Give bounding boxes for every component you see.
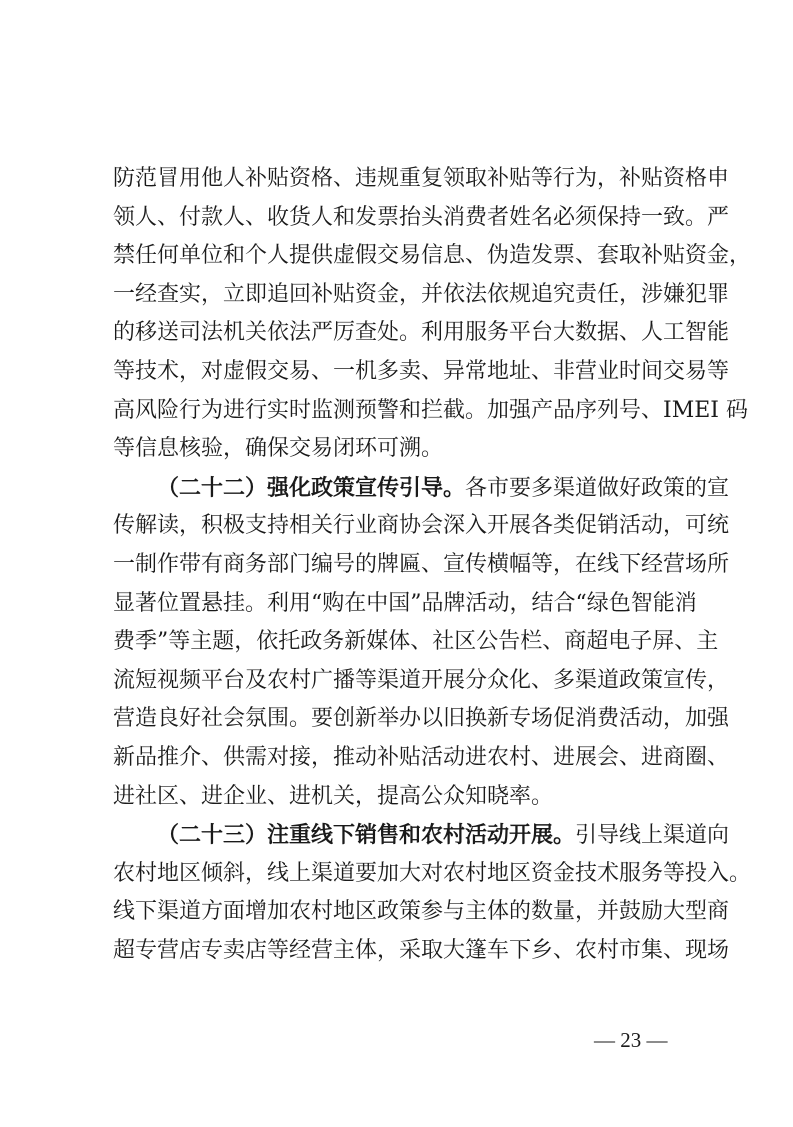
text-line: 线下渠道方面增加农村地区政策参与主体的数量，并鼓励大型商	[113, 899, 730, 925]
text-line: 等技术，对虚假交易、一机多卖、异常地址、非营业时间交易等	[113, 358, 730, 384]
text-run: 各市要多渠道做好政策的宣	[465, 475, 730, 501]
text-line: 营造良好社会氛围。要创新举办以旧换新专场促消费活动，加强	[113, 706, 730, 732]
text-line: 一经查实，立即追回补贴资金，并依法依规追究责任，涉嫌犯罪	[113, 281, 730, 307]
text-line: 等信息核验，确保交易闭环可溯。	[113, 436, 444, 462]
text-line: 费季”等主题，依托政务新媒体、社区公告栏、商超电子屏、主	[113, 629, 719, 655]
text-line: 进社区、进企业、进机关，提高公众知晓率。	[113, 783, 554, 809]
text-line: 农村地区倾斜，线上渠道要加大对农村地区资金技术服务等投入。	[113, 860, 752, 886]
section-22-first-line	[113, 469, 730, 508]
text-line: 防范冒用他人补贴资格、违规重复领取补贴等行为，补贴资格申	[113, 166, 730, 191]
text-line: 高风险行为进行实时监测预警和拦截。加强产品序列号、IMEI 码	[113, 397, 748, 423]
text-line: 超专营店专卖店等经营主体，采取大篷车下乡、农村市集、现场	[113, 937, 730, 963]
section-23-first-line	[113, 816, 730, 855]
section-heading: （二十二）强化政策宣传引导。	[157, 474, 466, 501]
section-heading: （二十三）注重线下销售和农村活动开展。	[157, 822, 576, 849]
page-number: — 23 —	[594, 1028, 668, 1052]
text-line: 新品推介、供需对接，推动补贴活动进农村、进展会、进商圈、	[113, 744, 730, 770]
text-line: 领人、付款人、收货人和发票抬头消费者姓名必须保持一致。严	[113, 204, 730, 230]
text-line: 流短视频平台及农村广播等渠道开展分众化、多渠道政策宣传，	[113, 667, 730, 693]
text-line: 传解读，积极支持相关行业商协会深入开展各类促销活动，可统	[113, 513, 730, 539]
text-line: 禁任何单位和个人提供虚假交易信息、伪造发票、套取补贴资金，	[113, 243, 752, 269]
text-line: 一制作带有商务部门编号的牌匾、宣传横幅等，在线下经营场所	[113, 551, 730, 577]
text-line: 的移送司法机关依法严厉查处。利用服务平台大数据、人工智能	[113, 320, 730, 346]
text-run: 引导线上渠道向	[575, 823, 730, 849]
body-text	[113, 160, 752, 970]
text-line: 显著位置悬挂。利用“购在中国”品牌活动，结合“绿色智能消	[113, 590, 697, 616]
